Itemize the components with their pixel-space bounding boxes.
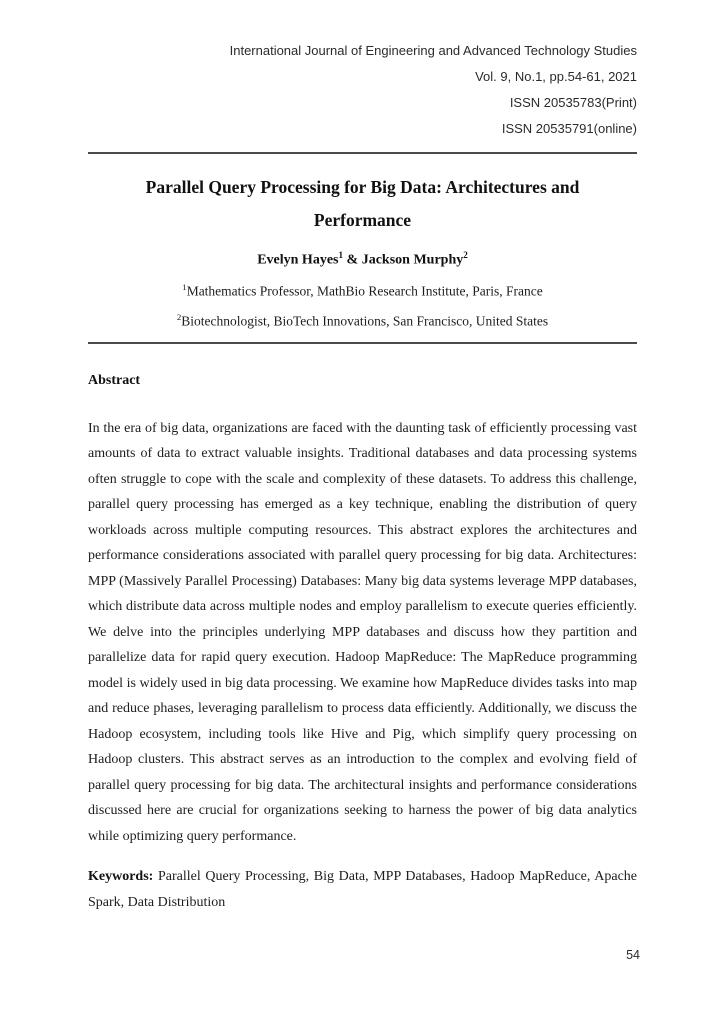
journal-volume-line: Vol. 9, No.1, pp.54-61, 2021 (475, 69, 637, 84)
journal-header (88, 38, 637, 142)
author-1-superscript: 1 (338, 250, 344, 260)
journal-name: International Journal of Engineering and Advanced Technology Studies (229, 43, 637, 58)
page-number: 54 (626, 948, 640, 962)
author-2-superscript: 2 (463, 250, 468, 260)
authors-separator: & (343, 252, 362, 268)
author-1-name: Evelyn Hayes (257, 252, 339, 268)
issn-online-line: ISSN 20535791(online) (501, 121, 637, 136)
keywords-line (88, 864, 637, 916)
keywords-label: Keywords: (88, 869, 154, 885)
affiliation-1-superscript: 1 (182, 281, 187, 292)
affiliation-1 (88, 274, 637, 305)
affiliation-2-superscript: 2 (176, 312, 182, 323)
abstract-body: In the era of big data, organizations are faced with the daunting task of efficiently processing vast amounts of data to extract valuable insights. Traditional databases and data processing systems often struggle to cope with the scale and complexity of these datasets. To address this challenge, parallel query processing has emerged as a key technique, enabling the distribution of query workloads across multiple computing resources. This abstract explores the architectures and performance considerations associated with parallel query processing for big data. Architectures: MPP (Massively Parallel Processing) Databases: Many big data systems leverage MPP databases, which distribute data across multiple nodes and employ parallelism to execute queries efficiently. We delve into the principles underlying MPP databases and discuss how they partition and parallelize data for rapid query execution. Hadoop MapReduce: The MapReduce programming model is widely used in big data processing. We examine how MapReduce divides tasks into map and reduce phases, leveraging parallelism to process data efficiently. Additionally, we discuss the Hadoop ecosystem, including tools like Hive and Pig, which simplify query processing on Hadoop clusters. This abstract serves as an introduction to the complex and evolving field of parallel query processing for big data. The architectural insights and performance considerations discussed here are crucial for organizations seeking to harness the power of big data analytics while optimizing query performance. (88, 420, 637, 844)
authors-line (88, 242, 637, 274)
affiliation-1-text: Mathematics Professor, MathBio Research Institute, Paris, France (186, 283, 543, 299)
affiliation-2 (88, 304, 637, 335)
title-divider (88, 342, 637, 344)
author-2-name: Jackson Murphy (361, 252, 464, 268)
paper-title: Parallel Query Processing for Big Data: Architectures and Performance (145, 177, 580, 230)
affiliation-2-text: Biotechnologist, BioTech Innovations, San Francisco, United States (181, 313, 549, 329)
header-divider (88, 152, 637, 154)
abstract-heading: Abstract (88, 372, 141, 388)
keywords-text: Parallel Query Processing, Big Data, MPP Databases, Hadoop MapReduce, Apache Spark, Data Distribution (88, 869, 637, 911)
issn-print-line: ISSN 20535783(Print) (509, 95, 637, 110)
